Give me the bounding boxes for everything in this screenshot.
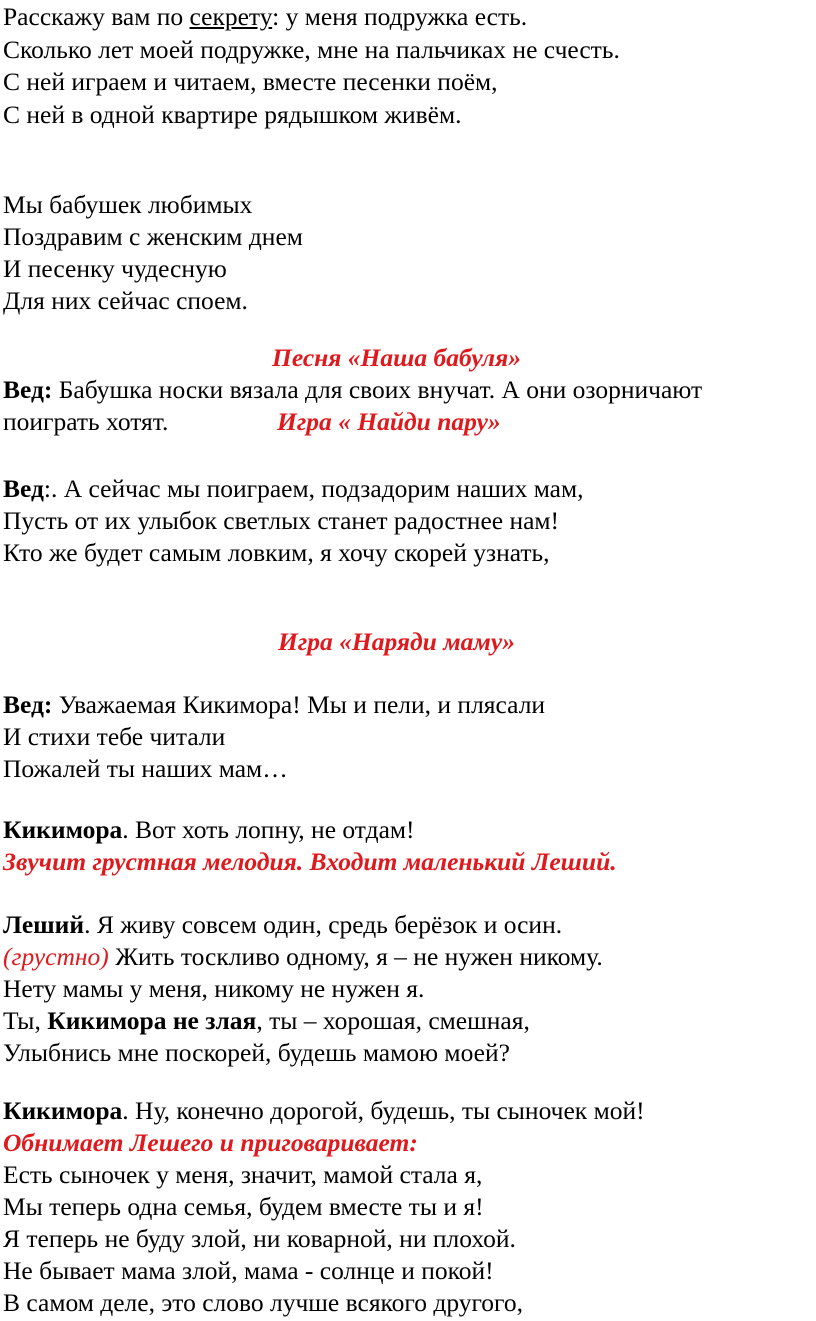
kikimora2-line-3: Есть сыночек у меня, значит, мамой стала я,: [3, 1160, 483, 1189]
ved2-line-3: Кто же будет самым ловким, я хочу скорей узнать,: [3, 538, 550, 567]
poem1-line-1: [3, 2, 527, 32]
leshiy-line-4: [3, 1006, 530, 1036]
leshiy-line-1: [3, 910, 562, 940]
song-title: Песня «Наша бабуля»: [272, 343, 521, 372]
kikimora2-line-7: В самом деле, это слово лучше всякого другого,: [3, 1288, 524, 1317]
kikimora2-line-5: Я теперь не буду злой, ни коварной, ни плохой.: [3, 1224, 516, 1253]
poem1-line-3: С ней играем и читаем, вместе песенки поём,: [3, 67, 498, 96]
speaker-name: Кикимора: [3, 1096, 123, 1125]
underlined-word: секрету: [189, 2, 273, 31]
poem2-line-3: И песенку чудесную: [3, 254, 227, 283]
speaker-name: Вед:: [3, 375, 53, 404]
poem2-line-1: Мы бабушек любимых: [3, 190, 253, 219]
poem2-line-4: Для них сейчас споем.: [3, 286, 248, 315]
speaker-name: Леший: [3, 910, 85, 939]
speaker-name: Вед:: [3, 690, 53, 719]
remark: (грустно): [3, 942, 109, 971]
speech-text: :. А сейчас мы поиграем, подзадорим наших мам,: [43, 474, 584, 503]
leshiy-line-3: Нету мамы у меня, никому не нужен я.: [3, 974, 425, 1003]
poem2-line-2: Поздравим с женским днем: [3, 222, 303, 251]
speech-text: Уважаемая Кикимора! Мы и пели, и плясали: [52, 690, 546, 719]
stage-direction-1: Звучит грустная мелодия. Входит маленький Леший.: [3, 847, 617, 876]
speech-text: Бабушка носки вязала для своих внучат. А они озорничают: [52, 375, 703, 404]
speech-text: Жить тоскливо одному, я – не нужен никому.: [108, 942, 603, 971]
ved3-line-2: И стихи тебе читали: [3, 722, 226, 751]
speech-text: . Ну, конечно дорогой, будешь, ты сыночек мой!: [122, 1096, 645, 1125]
ved3-line-3: Пожалей ты наших мам…: [3, 754, 288, 783]
kikimora2-line-4: Мы теперь одна семья, будем вместе ты и я!: [3, 1192, 484, 1221]
text: , ты – хорошая, смешная,: [256, 1006, 530, 1035]
text: : у меня подружка есть.: [272, 2, 528, 31]
text: Ты,: [3, 1006, 48, 1035]
poem1-line-2: Сколько лет моей подружке, мне на пальчиках не счесть.: [3, 35, 620, 64]
ved3-line-1: [3, 690, 545, 720]
speaker-name: Вед: [3, 474, 44, 503]
ved1-line-2: [3, 407, 168, 437]
kikimora-line-1: [3, 815, 415, 845]
game-title-find-pair: Игра « Найди пару»: [277, 407, 501, 436]
stage-direction-2: Обнимает Лешего и приговаривает:: [3, 1128, 418, 1157]
ved1-line-1: [3, 375, 702, 405]
bold-text: Кикимора не злая: [47, 1006, 257, 1035]
ved2-line-1: [3, 474, 584, 504]
poem1-line-4: С ней в одной квартире рядышком живём.: [3, 100, 462, 129]
speaker-name: Кикимора: [3, 815, 123, 844]
leshiy-line-2: [3, 942, 603, 972]
game-title-dress-mom: Игра «Наряди маму»: [278, 627, 515, 656]
kikimora2-line-6: Не бывает мама злой, мама - солнце и покой!: [3, 1256, 494, 1285]
leshiy-line-5: Улыбнись мне поскорей, будешь мамою моей?: [3, 1038, 510, 1067]
speech-text: поиграть хотят.: [3, 407, 169, 436]
text: Расскажу вам по: [3, 2, 190, 31]
kikimora2-line-1: [3, 1096, 645, 1126]
ved2-line-2: Пусть от их улыбок светлых станет радостнее нам!: [3, 506, 560, 535]
speech-text: . Вот хоть лопну, не отдам!: [122, 815, 415, 844]
speech-text: . Я живу совсем один, средь берёзок и осин.: [84, 910, 563, 939]
